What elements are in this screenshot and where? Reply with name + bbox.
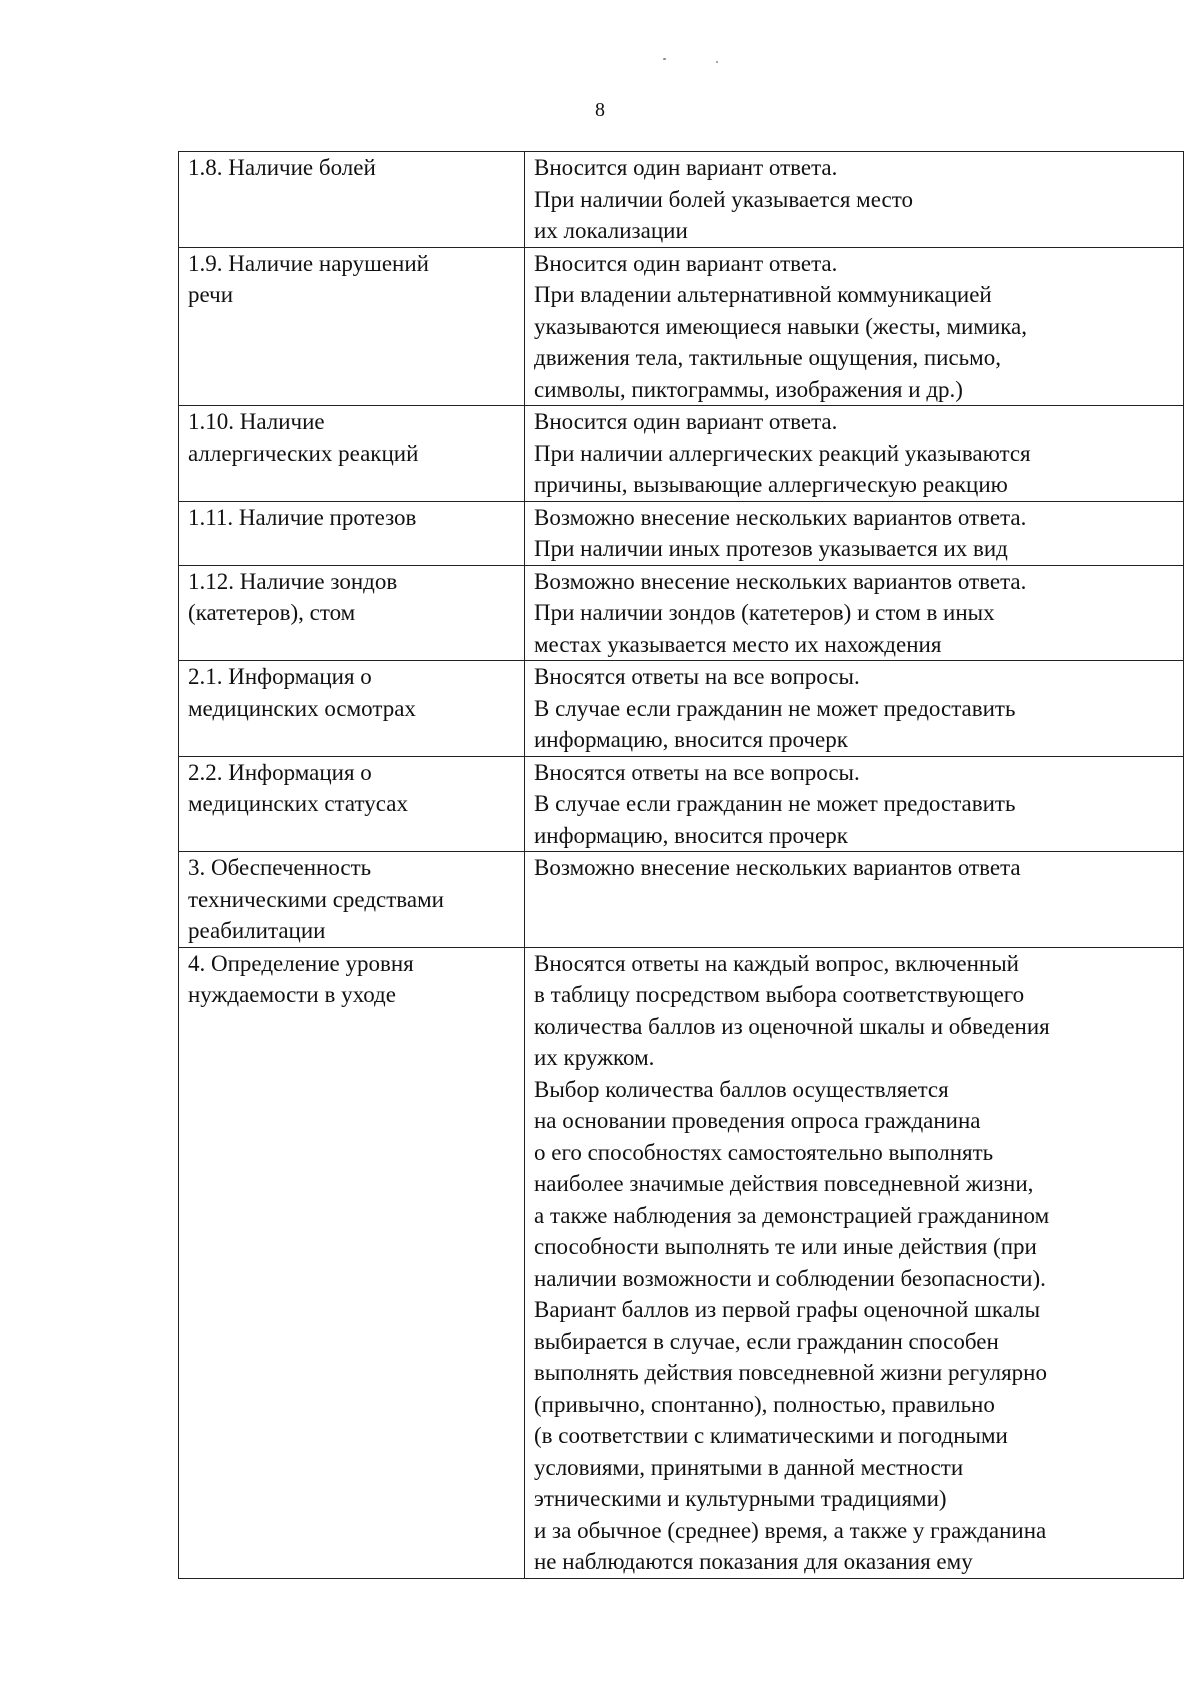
item-text-line: нуждаемости в уходе <box>188 982 396 1007</box>
description-cell <box>525 756 1184 852</box>
description-text-line: о его способностях самостоятельно выполнять <box>534 1139 994 1165</box>
table-row <box>179 947 1184 1578</box>
scan-speck <box>663 58 666 60</box>
description-text-line: Возможно внесение нескольких вариантов ответа <box>534 855 1021 880</box>
description-text-line: в таблицу посредством выбора соответствующего <box>534 982 1025 1007</box>
scan-speck <box>716 61 718 63</box>
description-text-line: Вносится один вариант ответа. <box>534 409 838 434</box>
description-text-line: (привычно, спонтанно), полностью, правильно <box>534 1391 995 1417</box>
description-text-line: Вариант баллов из первой графы оценочной шкалы <box>534 1297 1041 1322</box>
table-row <box>179 247 1184 406</box>
description-text-line: Вносятся ответы на все вопросы. <box>534 664 860 689</box>
item-text-line: реабилитации <box>188 918 326 943</box>
instructions-table <box>178 151 1184 1579</box>
description-text-line: движения тела, тактильные ощущения, письмо, <box>534 345 1001 370</box>
description-text-line: В случае если гражданин не может предоставить <box>534 791 1016 816</box>
description-text-line: информацию, вносится прочерк <box>534 727 848 752</box>
description-text-line: наличии возможности и соблюдении безопасности). <box>534 1265 1046 1291</box>
description-text-line: не наблюдаются показания для оказания ему <box>534 1549 973 1574</box>
table-body <box>179 152 1184 1579</box>
item-cell <box>179 406 525 502</box>
item-text-line: (катетеров), стом <box>188 600 356 625</box>
page-number: 8 <box>595 99 605 121</box>
description-text-line: При наличии зондов (катетеров) и стом в иных <box>534 600 995 625</box>
item-cell <box>179 756 525 852</box>
description-text-line: Вносится один вариант ответа. <box>534 250 838 276</box>
item-cell <box>179 852 525 948</box>
item-cell <box>179 565 525 661</box>
description-cell <box>525 661 1184 757</box>
description-cell <box>525 565 1184 661</box>
description-text-line: Вносятся ответы на каждый вопрос, включенный <box>534 950 1019 976</box>
item-cell <box>179 152 525 248</box>
item-cell <box>179 661 525 757</box>
table-row <box>179 852 1184 948</box>
item-text-line: 1.8. Наличие болей <box>188 155 376 180</box>
table-row <box>179 756 1184 852</box>
description-text-line: (в соответствии с климатическими и погодными <box>534 1423 1008 1448</box>
description-text-line: причины, вызывающие аллергическую реакцию <box>534 472 1008 497</box>
description-text-line: При наличии иных протезов указывается их вид <box>534 536 1008 561</box>
description-text-line: При владении альтернативной коммуникацией <box>534 282 992 307</box>
item-text-line: 2.1. Информация о <box>188 664 372 689</box>
item-text-line: 1.9. Наличие нарушений <box>188 250 429 276</box>
table-row <box>179 152 1184 248</box>
table-row <box>179 501 1184 565</box>
description-text-line: Вносится один вариант ответа. <box>534 155 838 180</box>
description-text-line: В случае если гражданин не может предоставить <box>534 695 1016 721</box>
description-text-line: Вносятся ответы на все вопросы. <box>534 759 860 785</box>
description-cell <box>525 152 1184 248</box>
description-text-line: а также наблюдения за демонстрацией гражданином <box>534 1202 1050 1228</box>
description-text-line: информацию, вносится прочерк <box>534 822 848 848</box>
description-cell <box>525 247 1184 406</box>
description-text-line: указываются имеющиеся навыки (жесты, мимика, <box>534 313 1027 339</box>
item-text-line: медицинских статусах <box>188 791 408 816</box>
item-cell <box>179 501 525 565</box>
description-text-line: Возможно внесение нескольких вариантов ответа. <box>534 504 1027 530</box>
description-cell <box>525 406 1184 502</box>
description-text-line: выбирается в случае, если гражданин способен <box>534 1328 999 1354</box>
description-text-line: и за обычное (среднее) время, а также у гражданина <box>534 1517 1047 1543</box>
item-text-line: 4. Определение уровня <box>188 950 414 976</box>
item-text-line: техническими средствами <box>188 886 444 912</box>
item-text-line: 1.11. Наличие протезов <box>188 504 417 530</box>
item-text-line: 1.10. Наличие <box>188 409 325 434</box>
description-text-line: количества баллов из оценочной шкалы и обведения <box>534 1013 1050 1039</box>
description-text-line: местах указывается место их нахождения <box>534 631 942 657</box>
description-text-line: выполнять действия повседневной жизни регулярно <box>534 1360 1047 1385</box>
item-text-line: 2.2. Информация о <box>188 759 372 785</box>
item-text-line: аллергических реакций <box>188 440 419 466</box>
description-text-line: символы, пиктограммы, изображения и др.) <box>534 376 963 402</box>
description-text-line: наиболее значимые действия повседневной жизни, <box>534 1171 1034 1196</box>
description-text-line: их локализации <box>534 218 688 243</box>
description-cell <box>525 501 1184 565</box>
description-cell <box>525 852 1184 948</box>
description-text-line: этническими и культурными традициями) <box>534 1486 947 1511</box>
table-row <box>179 406 1184 502</box>
table-row <box>179 565 1184 661</box>
table-row <box>179 661 1184 757</box>
description-text-line: При наличии аллергических реакций указываются <box>534 440 1031 466</box>
description-text-line: условиями, принятыми в данной местности <box>534 1454 964 1480</box>
description-text-line: Возможно внесение нескольких вариантов ответа. <box>534 568 1027 594</box>
item-cell <box>179 247 525 406</box>
description-text-line: способности выполнять те или иные действия (при <box>534 1234 1037 1259</box>
description-text-line: Выбор количества баллов осуществляется <box>534 1076 949 1102</box>
item-text-line: 1.12. Наличие зондов <box>188 568 398 594</box>
item-cell <box>179 947 525 1578</box>
description-text-line: их кружком. <box>534 1045 655 1070</box>
description-text-line: на основании проведения опроса гражданина <box>534 1108 981 1133</box>
item-text-line: медицинских осмотрах <box>188 695 416 721</box>
description-text-line: При наличии болей указывается место <box>534 186 913 212</box>
description-cell <box>525 947 1184 1578</box>
item-text-line: 3. Обеспеченность <box>188 855 372 880</box>
item-text-line: речи <box>188 282 234 307</box>
